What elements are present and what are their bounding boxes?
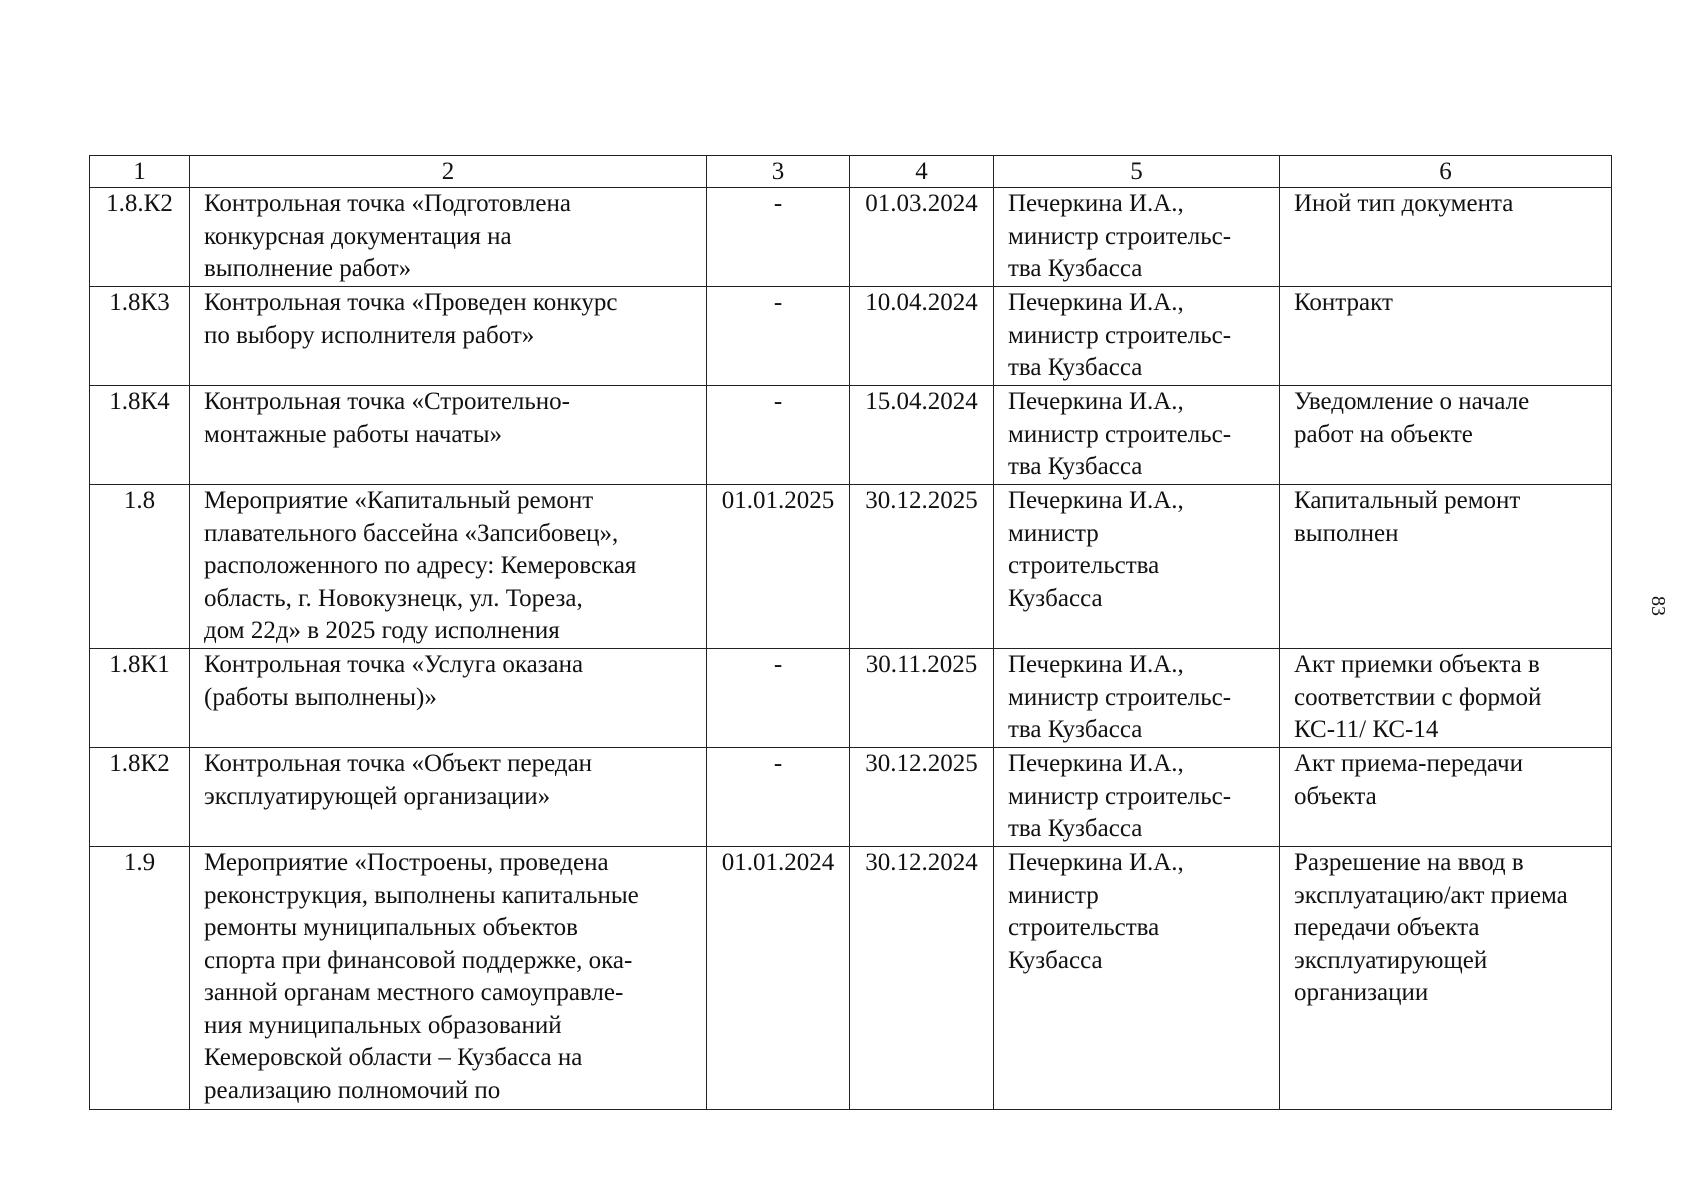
row-description-line: монтажные работы начаты» xyxy=(204,420,502,448)
row-responsible-line: тва Кузбасса xyxy=(1008,716,1143,743)
row-description-line: дом 22д» в 2025 году исполнения xyxy=(204,617,560,644)
row-end-date: 30.12.2025 xyxy=(850,485,994,649)
row-description-line: Контрольная точка «Подготовлена xyxy=(204,190,571,217)
header-col-5: 5 xyxy=(994,156,1280,188)
row-number: 1.8К2 xyxy=(90,748,190,847)
row-start-date: 01.01.2024 xyxy=(707,847,850,1110)
row-responsible-line: Кузбасса xyxy=(1008,584,1103,612)
row-number: 1.8К3 xyxy=(90,287,190,386)
table-row xyxy=(90,649,1612,748)
row-start-date: - xyxy=(707,649,850,748)
row-result-line: работ на объекте xyxy=(1294,420,1473,448)
row-responsible-line: министр xyxy=(1008,519,1099,547)
row-description xyxy=(190,748,707,847)
row-start-date: - xyxy=(707,748,850,847)
row-result xyxy=(1280,287,1612,386)
table-row xyxy=(90,748,1612,847)
plan-table xyxy=(89,155,1612,1110)
row-description-line: (работы выполнены)» xyxy=(204,683,437,711)
row-responsible-line: министр xyxy=(1008,881,1099,909)
row-responsible-line: тва Кузбасса xyxy=(1008,354,1143,381)
row-result-line: выполнен xyxy=(1294,519,1399,547)
row-result-line: Разрешение на ввод в xyxy=(1294,849,1524,876)
row-description xyxy=(190,847,707,1110)
row-description xyxy=(190,649,707,748)
row-description-line: плавательного бассейна «Запсибовец», xyxy=(204,519,619,547)
row-description-line: спорта при финансовой поддержке, ока- xyxy=(204,946,633,974)
row-description xyxy=(190,188,707,287)
row-result xyxy=(1280,485,1612,649)
row-description-line: Мероприятие «Капитальный ремонт xyxy=(204,487,594,514)
row-end-date: 30.11.2025 xyxy=(850,649,994,748)
row-responsible-line: Печеркина И.А., xyxy=(1008,388,1184,415)
row-description-line: реконструкция, выполнены капитальные xyxy=(204,881,639,909)
table-row xyxy=(90,287,1612,386)
row-result-line: Акт приема-передачи xyxy=(1294,750,1523,777)
row-result-line: Акт приемки объекта в xyxy=(1294,651,1540,678)
row-number: 1.8К4 xyxy=(90,386,190,485)
row-description-line: расположенного по адресу: Кемеровская xyxy=(204,552,637,579)
row-responsible xyxy=(994,386,1280,485)
row-responsible-line: Печеркина И.А., xyxy=(1008,750,1184,777)
row-result-line: КС-11/ КС-14 xyxy=(1294,716,1439,743)
row-result-line: Контракт xyxy=(1294,289,1393,316)
row-responsible-line: Печеркина И.А., xyxy=(1008,651,1184,678)
row-result-line: соответствии с формой xyxy=(1294,683,1542,711)
row-responsible-line: тва Кузбасса xyxy=(1008,255,1143,282)
row-number: 1.8К1 xyxy=(90,649,190,748)
row-result-line: Капитальный ремонт xyxy=(1294,487,1521,514)
row-number: 1.9 xyxy=(90,847,190,1110)
row-description xyxy=(190,386,707,485)
row-responsible xyxy=(994,188,1280,287)
row-description-line: Кемеровской области – Кузбасса на xyxy=(204,1044,583,1071)
header-col-3: 3 xyxy=(707,156,850,188)
row-description-line: эксплуатирующей организации» xyxy=(204,782,551,810)
row-start-date: - xyxy=(707,287,850,386)
page-number: 83 xyxy=(1647,596,1669,616)
row-responsible-line: строительства xyxy=(1008,552,1160,579)
row-start-date: 01.01.2025 xyxy=(707,485,850,649)
row-description-line: Контрольная точка «Строительно- xyxy=(204,388,571,415)
row-result-line: объекта xyxy=(1294,782,1377,810)
header-col-1: 1 xyxy=(90,156,190,188)
row-responsible-line: министр строительс- xyxy=(1008,683,1232,711)
row-description-line: ремонты муниципальных объектов xyxy=(204,914,578,941)
row-description-line: Контрольная точка «Проведен конкурс xyxy=(204,289,618,316)
header-col-2: 2 xyxy=(190,156,707,188)
table-row xyxy=(90,188,1612,287)
row-responsible-line: Печеркина И.А., xyxy=(1008,289,1184,316)
header-col-4: 4 xyxy=(850,156,994,188)
row-description xyxy=(190,485,707,649)
row-result xyxy=(1280,847,1612,1110)
row-result-line: Уведомление о начале xyxy=(1294,388,1530,415)
row-responsible-line: Печеркина И.А., xyxy=(1008,487,1184,514)
row-result xyxy=(1280,188,1612,287)
row-number: 1.8.К2 xyxy=(90,188,190,287)
row-description-line: по выбору исполнителя работ» xyxy=(204,321,535,349)
row-responsible xyxy=(994,847,1280,1110)
row-description-line: реализацию полномочий по xyxy=(204,1076,501,1104)
row-result xyxy=(1280,748,1612,847)
row-end-date: 30.12.2025 xyxy=(850,748,994,847)
row-result xyxy=(1280,649,1612,748)
row-responsible xyxy=(994,649,1280,748)
table-row xyxy=(90,386,1612,485)
row-responsible-line: министр строительс- xyxy=(1008,420,1232,448)
row-description-line: выполнение работ» xyxy=(204,255,412,282)
row-responsible-line: тва Кузбасса xyxy=(1008,815,1143,842)
row-description-line: ния муниципальных образований xyxy=(204,1011,562,1039)
row-responsible xyxy=(994,485,1280,649)
row-responsible-line: Печеркина И.А., xyxy=(1008,849,1184,876)
row-description-line: Контрольная точка «Объект передан xyxy=(204,750,593,777)
row-description-line: область, г. Новокузнецк, ул. Тореза, xyxy=(204,584,583,612)
row-end-date: 10.04.2024 xyxy=(850,287,994,386)
header-row xyxy=(90,156,1612,188)
row-responsible-line: Кузбасса xyxy=(1008,946,1103,974)
row-result xyxy=(1280,386,1612,485)
row-description-line: занной органам местного самоуправле- xyxy=(204,979,624,1006)
row-result-line: Иной тип документа xyxy=(1294,190,1514,217)
row-result-line: эксплуатирующей xyxy=(1294,946,1488,974)
table-row xyxy=(90,847,1612,1110)
table-row xyxy=(90,485,1612,649)
row-result-line: передачи объекта xyxy=(1294,914,1480,941)
row-responsible xyxy=(994,748,1280,847)
row-description-line: конкурсная документация на xyxy=(204,222,512,250)
row-description-line: Мероприятие «Построены, проведена xyxy=(204,849,609,876)
row-end-date: 30.12.2024 xyxy=(850,847,994,1110)
row-responsible-line: строительства xyxy=(1008,914,1160,941)
row-responsible-line: министр строительс- xyxy=(1008,782,1232,810)
row-responsible-line: министр строительс- xyxy=(1008,222,1232,250)
header-col-6: 6 xyxy=(1280,156,1612,188)
row-number: 1.8 xyxy=(90,485,190,649)
row-responsible-line: тва Кузбасса xyxy=(1008,453,1143,480)
row-responsible-line: министр строительс- xyxy=(1008,321,1232,349)
row-result-line: эксплуатацию/акт приема xyxy=(1294,881,1568,909)
row-description xyxy=(190,287,707,386)
row-end-date: 15.04.2024 xyxy=(850,386,994,485)
row-description-line: Контрольная точка «Услуга оказана xyxy=(204,651,584,678)
row-start-date: - xyxy=(707,188,850,287)
row-responsible xyxy=(994,287,1280,386)
row-end-date: 01.03.2024 xyxy=(850,188,994,287)
row-result-line: организации xyxy=(1294,979,1429,1006)
row-start-date: - xyxy=(707,386,850,485)
row-responsible-line: Печеркина И.А., xyxy=(1008,190,1184,217)
table-body xyxy=(90,188,1612,1110)
